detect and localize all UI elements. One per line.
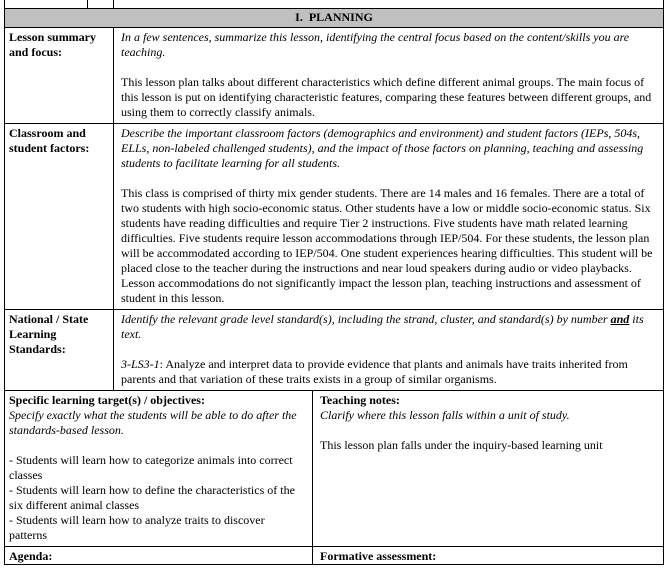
row-learning-standards [5, 310, 663, 391]
objectives-list [9, 453, 305, 543]
objective-item: - Students will learn how to categorize animals into correct classes [9, 453, 293, 482]
row-objectives-notes [5, 391, 663, 547]
prompt-learning-standards [121, 312, 656, 342]
prompt-standards-and: and [610, 312, 630, 326]
text-teaching-notes: This lesson plan falls under the inquiry-based learning unit [320, 438, 603, 452]
prompt-objectives: Specify exactly what the students will be able to do after the standards-based lesson. [9, 408, 297, 437]
objective-item: - Students will learn how to analyze traits to discover patterns [9, 513, 265, 542]
standard-code: 3-LS3-1 [121, 357, 160, 371]
prompt-standards-before: Identify the relevant grade level standard(s), including the strand, cluster, and standard(s) by number [121, 312, 611, 326]
row-lesson-summary [5, 28, 663, 124]
objective-item: - Students will learn how to define the characteristics of the six different animal classes [9, 483, 295, 512]
cell-learning-standards [114, 310, 663, 390]
heading-formative-assessment: Formative assessment: [320, 549, 437, 563]
prompt-teaching-notes: Clarify where this lesson falls within a unit of study. [320, 408, 570, 422]
cell-formative-assessment [313, 547, 663, 564]
heading-agenda: Agenda: [9, 549, 53, 563]
heading-teaching-notes: Teaching notes: [320, 393, 400, 407]
previous-row-partial [4, 0, 664, 8]
text-lesson-summary: This lesson plan talks about different characteristics which define different animal groups. The main focus of this lesson is put on identifying characteristic features, comparing these features between different groups, and using them to correctly classify animals. [121, 75, 652, 119]
row-agenda-formative [5, 547, 663, 564]
label-classroom-factors: Classroom and student factors: [5, 124, 114, 309]
prompt-standards-after: its text. [121, 312, 644, 341]
cell-classroom-factors [114, 124, 663, 309]
prompt-lesson-summary: In a few sentences, summarize this lesson, identifying the central focus based on the content/skills you are teaching. [121, 30, 630, 59]
planning-table [4, 8, 664, 565]
label-lesson-summary: Lesson summary and focus: [5, 28, 114, 123]
cell-objectives [5, 391, 313, 546]
lesson-plan-document [4, 0, 664, 565]
label-learning-standards: National / State Learning Standards: [5, 310, 114, 390]
heading-objectives: Specific learning target(s) / objectives: [9, 393, 205, 407]
cell-agenda [5, 547, 313, 564]
section-header-planning: I. PLANNING [5, 9, 663, 28]
cell-border-divider [87, 0, 88, 8]
prompt-classroom-factors: Describe the important classroom factors (demographics and environment) and student factors (IEPs, 504s, ELLs, non-labeled challenged students), and the impact of those factors on planning, teaching and assessing students to facilitate learning for all students. [121, 126, 644, 170]
text-classroom-factors: This class is comprised of thirty mix gender students. There are 14 males and 16 females. There are a total of two students with high socio-economic status. Other students have a low or middle socio-economic status. Six students have reading difficulties and require Tier 2 instructions. Five students have math related learning difficulties. Five students require lesson accommodations through IEP/504. For these students, the lesson plan will be accommodated according to IEP/504. One student experiences hearing difficulties. This student will be placed close to the teacher during the instructions and near loud speakers during audio or video playbacks. Lesson accommodations do not significantly impact the lesson plan, teaching instructions and assessment of student in this lesson. [121, 186, 653, 305]
standard-text: : Analyze and interpret data to provide evidence that plants and animals have traits inherited from parents and that variation of these traits exists in a group of similar organisms. [121, 357, 628, 386]
cell-lesson-summary [114, 28, 663, 123]
row-classroom-factors [5, 124, 663, 310]
cell-teaching-notes [313, 391, 663, 546]
text-learning-standards [121, 357, 656, 387]
cell-border-divider [113, 0, 114, 8]
